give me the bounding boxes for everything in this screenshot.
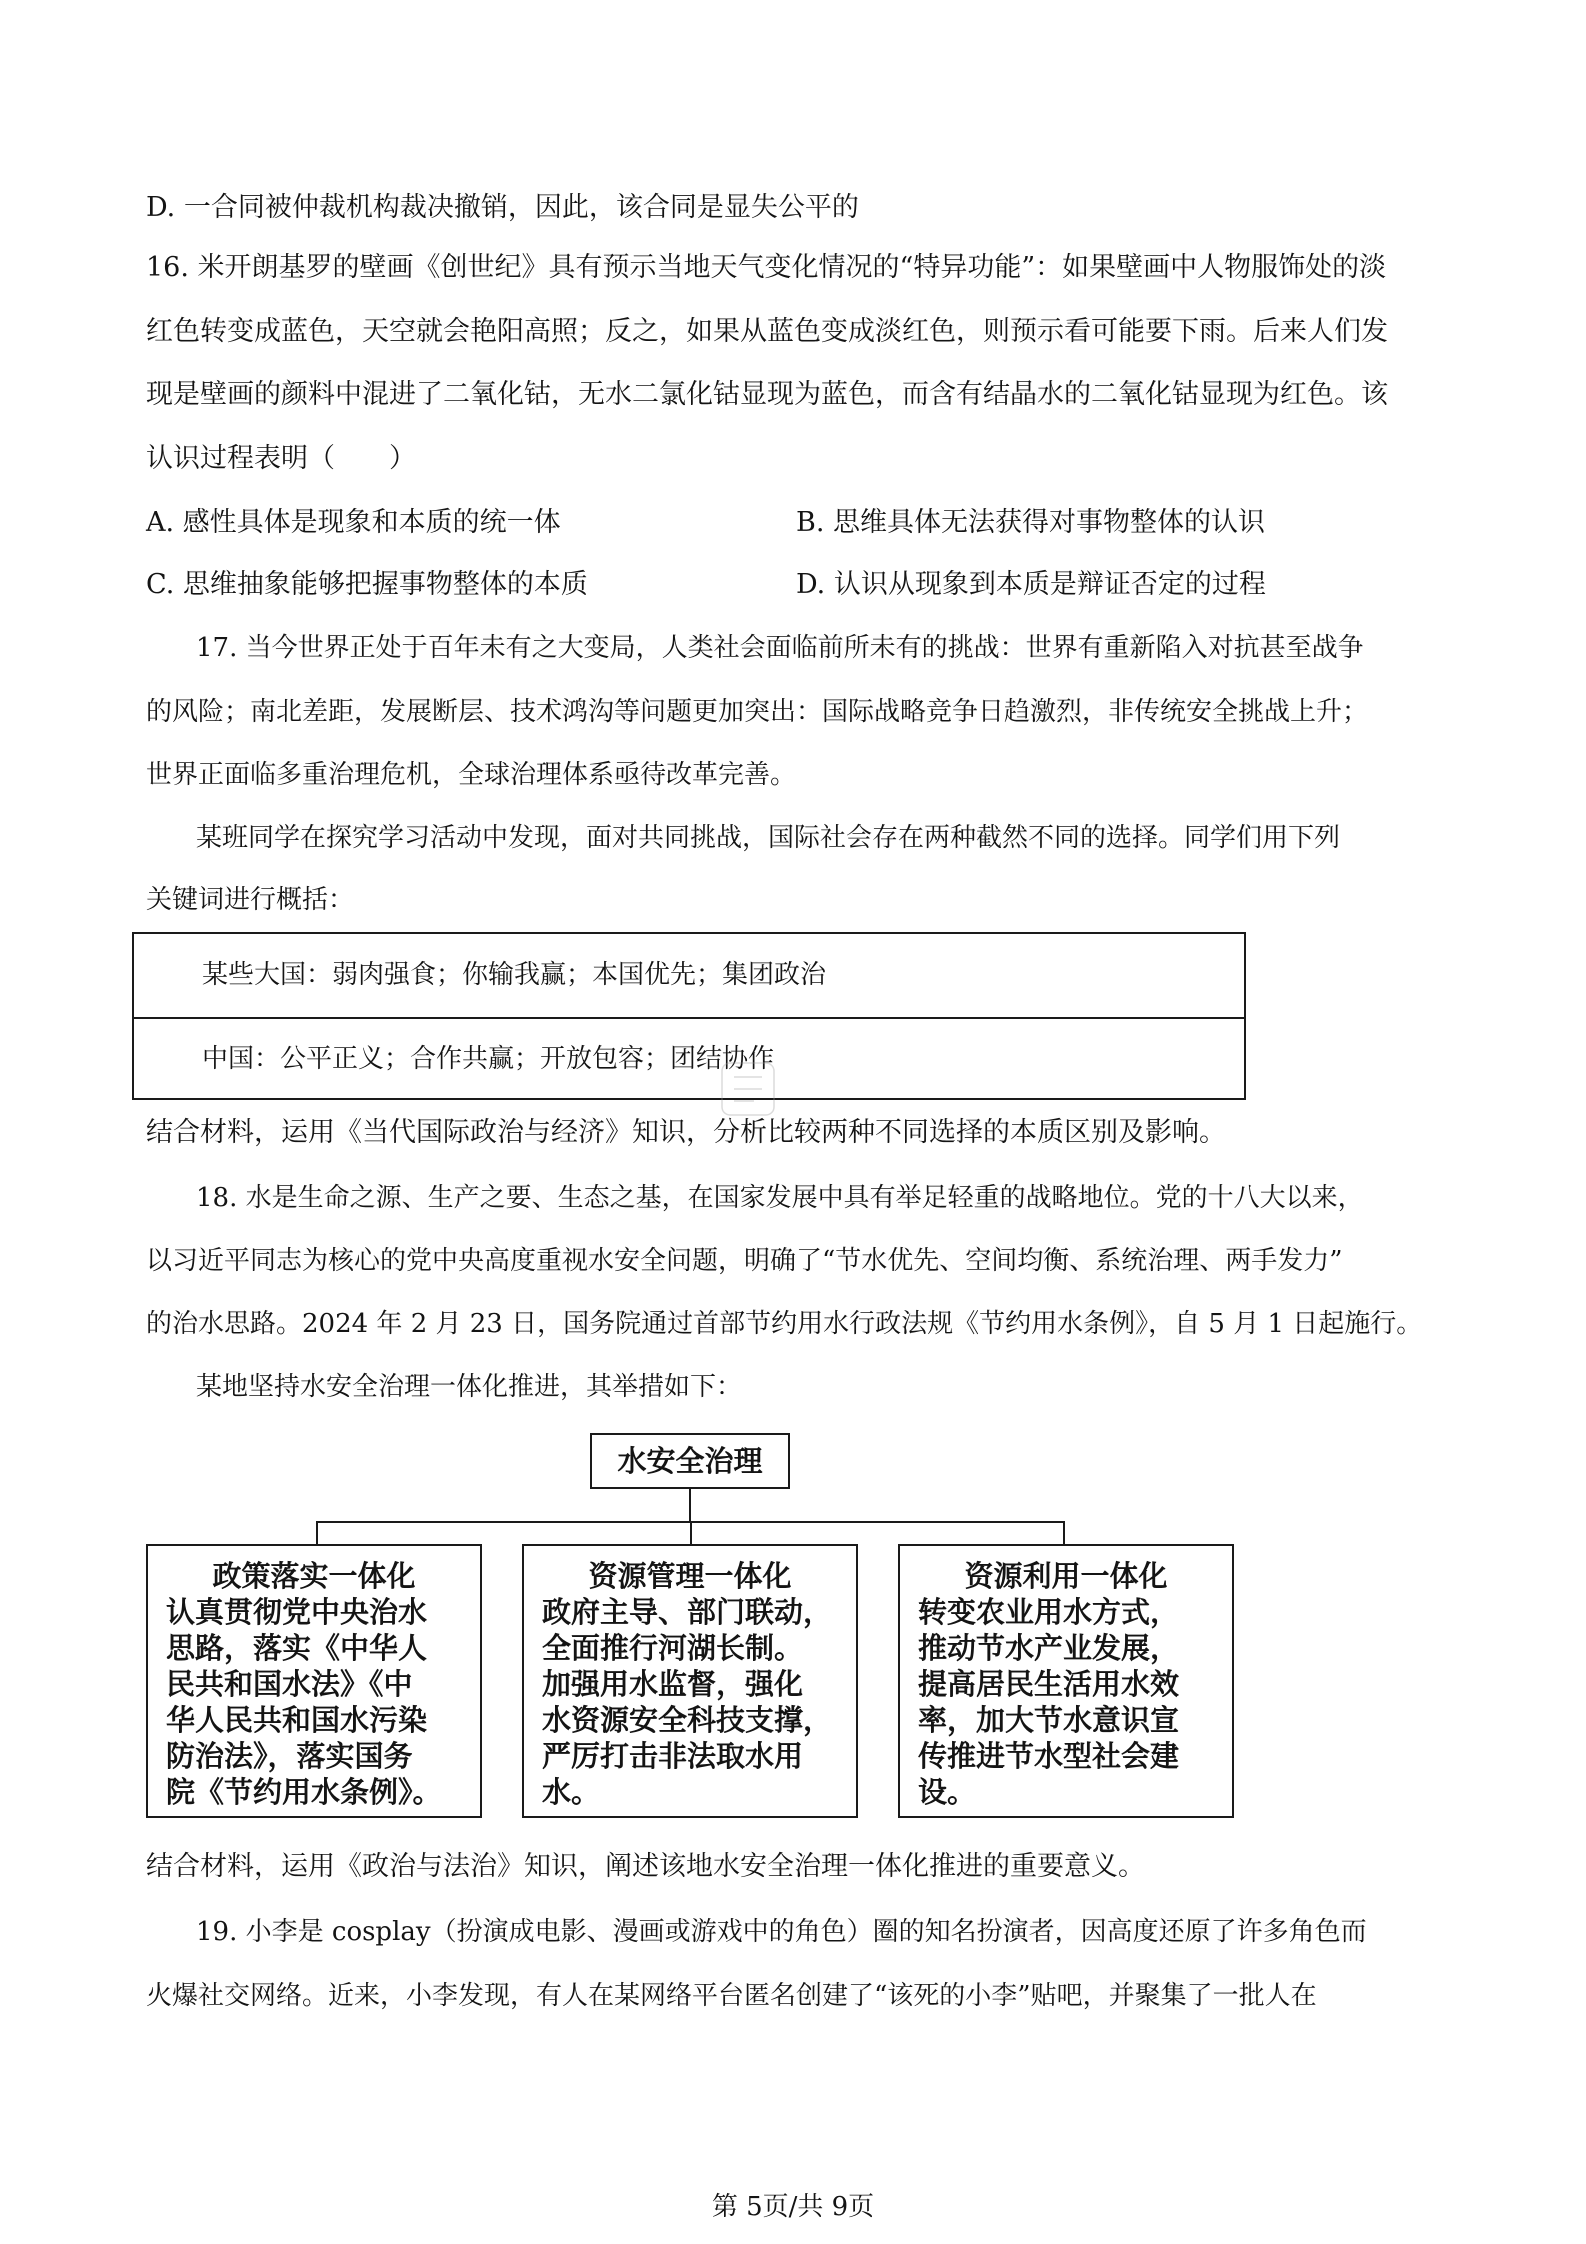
box-line: 水。 xyxy=(542,1775,601,1809)
connector-vertical-root xyxy=(689,1489,691,1522)
q16-option-c: C. 思维抽象能够把握事物整体的本质 xyxy=(146,569,588,600)
q17-task: 结合材料，运用《当代国际政治与经济》知识，分析比较两种不同选择的本质区别及影响。 xyxy=(146,1117,1226,1148)
box-title: 政策落实一体化 xyxy=(212,1559,416,1593)
q17-line-5: 关键词进行概括： xyxy=(146,885,355,915)
box-line: 认真贯彻党中央治水 xyxy=(166,1595,428,1629)
box-line: 率，加大节水意识宣 xyxy=(918,1703,1180,1737)
box-line: 防治法》，落实国务 xyxy=(166,1739,413,1773)
box-line: 思路，落实《中华人 xyxy=(166,1631,428,1665)
q17-line-2: 的风险；南北差距，发展断层、技术鸿沟等问题更加突出：国际战略竞争日趋激烈，非传统安全挑战上升； xyxy=(146,697,1369,727)
q16-option-b: B. 思维具体无法获得对事物整体的认识 xyxy=(796,507,1266,538)
diagram-box-resource-utilization xyxy=(898,1544,1234,1818)
q18-task: 结合材料，运用《政治与法治》知识，阐述该地水安全治理一体化推进的重要意义。 xyxy=(146,1851,1145,1882)
q17-line-4: 某班同学在探究学习活动中发现，面对共同挑战，国际社会存在两种截然不同的选择。同学们用下列 xyxy=(196,823,1341,853)
box-line: 华人民共和国水污染 xyxy=(166,1703,428,1737)
box-line: 严厉打击非法取水用 xyxy=(542,1739,804,1773)
box-line: 水资源安全科技支撑， xyxy=(542,1703,833,1737)
q17-line-3: 世界正面临多重治理危机，全球治理体系亟待改革完善。 xyxy=(146,760,797,790)
diagram-box-resource-management xyxy=(522,1544,858,1818)
q18-line-1: 18. 水是生命之源、生产之要、生态之基，在国家发展中具有举足轻重的战略地位。党的十八大以来， xyxy=(196,1183,1364,1213)
box-line: 加强用水监督，强化 xyxy=(542,1667,804,1701)
diagram-box-policy xyxy=(146,1544,482,1818)
q16-line-2: 红色转变成蓝色，天空就会艳阳高照；反之，如果从蓝色变成淡红色，则预示看可能要下雨。后来人们发 xyxy=(146,316,1388,347)
q16-option-a: A. 感性具体是现象和本质的统一体 xyxy=(146,507,561,538)
box-line: 民共和国水法》《中 xyxy=(166,1667,413,1701)
table-row xyxy=(134,934,1244,1019)
q19-line-2: 火爆社交网络。近来，小李发现，有人在某网络平台匿名创建了“该死的小李”贴吧，并聚集了一批人在 xyxy=(146,1981,1317,2011)
box-line: 推动节水产业发展， xyxy=(918,1631,1180,1665)
q16-line-3: 现是壁画的颜料中混进了二氧化钴，无水二氯化钴显现为蓝色，而含有结晶水的二氧化钴显现为红色。该 xyxy=(146,379,1388,410)
q16-line-1: 16. 米开朗基罗的壁画《创世纪》具有预示当地天气变化情况的“特异功能”：如果壁画中人物服饰处的淡 xyxy=(146,252,1387,283)
table-cell-china: 中国：公平正义；合作共赢；开放包容；团结协作 xyxy=(202,1044,775,1074)
box-line: 院《节约用水条例》。 xyxy=(166,1775,442,1809)
connector-right xyxy=(1063,1521,1065,1545)
box-title: 资源利用一体化 xyxy=(964,1559,1168,1593)
q18-line-3: 的治水思路。2024 年 2 月 23 日，国务院通过首部节约用水行政法规《节约用水条例》，自 5 月 1 日起施行。 xyxy=(146,1309,1423,1339)
q18-line-4: 某地坚持水安全治理一体化推进，其举措如下： xyxy=(196,1372,743,1402)
connector-middle xyxy=(690,1521,692,1545)
keywords-table xyxy=(132,932,1246,1100)
box-title: 资源管理一体化 xyxy=(588,1559,792,1593)
box-line: 转变农业用水方式， xyxy=(918,1595,1180,1629)
page-footer: 第 5页/共 9页 xyxy=(711,2192,875,2222)
box-line: 设。 xyxy=(918,1775,977,1809)
diagram-root-box: 水安全治理 xyxy=(590,1433,790,1489)
q15-option-d: D. 一合同被仲裁机构裁决撤销，因此，该合同是显失公平的 xyxy=(146,192,859,223)
q18-line-2: 以习近平同志为核心的党中央高度重视水安全问题，明确了“节水优先、空间均衡、系统治理、两手发力” xyxy=(146,1246,1343,1276)
q19-line-1: 19. 小李是 cosplay（扮演成电影、漫画或游戏中的角色）圈的知名扮演者，因高度还原了许多角色而 xyxy=(196,1917,1367,1947)
table-row xyxy=(134,1018,1244,1101)
connector-left xyxy=(316,1521,318,1545)
box-line: 传推进节水型社会建 xyxy=(918,1739,1180,1773)
box-line: 提高居民生活用水效 xyxy=(918,1667,1180,1701)
q16-line-4: 认识过程表明（ ） xyxy=(146,443,416,474)
box-line: 政府主导、部门联动， xyxy=(542,1595,833,1629)
table-cell-major-powers: 某些大国：弱肉强食；你输我赢；本国优先；集团政治 xyxy=(202,960,827,990)
q16-option-d: D. 认识从现象到本质是辩证否定的过程 xyxy=(796,569,1266,600)
box-line: 全面推行河湖长制。 xyxy=(542,1631,804,1665)
q17-line-1: 17. 当今世界正处于百年未有之大变局，人类社会面临前所未有的挑战：世界有重新陷入对抗甚至战争 xyxy=(196,633,1364,663)
